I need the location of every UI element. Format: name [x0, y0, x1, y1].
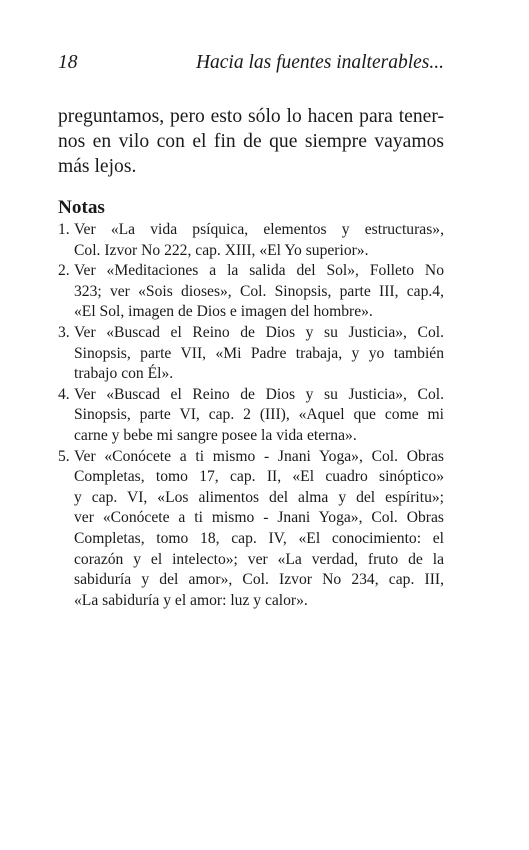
- note-item: [58, 385, 444, 447]
- note-line: Ver «Conócete a ti mismo - Jnani Yoga», Col. Obras: [74, 447, 444, 465]
- note-line: Col. Izvor No 222, cap. XIII, «El Yo superior».: [74, 241, 369, 259]
- note-item: [58, 261, 444, 323]
- note-number: 5.: [58, 447, 70, 465]
- note-item: [58, 323, 444, 385]
- book-title: Hacia las fuentes inalterables...: [195, 52, 444, 73]
- note-item: [58, 220, 444, 261]
- notes-list: [58, 220, 444, 611]
- note-line: Ver «Buscad el Reino de Dios y su Justicia», Col.: [74, 385, 444, 403]
- note-line: «El Sol, imagen de Dios e imagen del hombre».: [74, 303, 373, 321]
- note-line: y cap. VI, «Los alimentos del alma y del espíritu»;: [74, 488, 444, 506]
- notes-section: [58, 196, 444, 611]
- note-line: corazón y el intelecto»; ver «La verdad, fruto de la: [74, 550, 444, 568]
- body-line: más lejos.: [58, 156, 137, 177]
- page-number: 18: [58, 52, 78, 73]
- note-line: Ver «Meditaciones a la salida del Sol», Folleto No: [74, 262, 444, 280]
- note-number: 4.: [58, 385, 70, 403]
- note-line: Ver «Buscad el Reino de Dios y su Justicia», Col.: [74, 323, 444, 341]
- note-number: 1.: [58, 221, 70, 238]
- note-number: 3.: [58, 323, 70, 341]
- note-line: carne y bebe mi sangre posee la vida eterna».: [74, 426, 357, 444]
- body-line: nos en vilo con el fin de que siempre vayamos: [58, 131, 444, 152]
- note-line: Sinopsis, parte VII, «Mi Padre trabaja, y yo también: [74, 344, 444, 362]
- notes-heading: Notas: [58, 197, 105, 218]
- note-line: trabajo con Él».: [74, 365, 174, 383]
- note-line: «La sabiduría y el amor: luz y calor».: [74, 591, 308, 609]
- running-header: [58, 50, 444, 76]
- body-paragraph: [58, 104, 444, 179]
- body-line: preguntamos, pero esto sólo lo hacen para tener-: [58, 106, 444, 127]
- note-line: 323; ver «Sois dioses», Col. Sinopsis, parte III, cap.4,: [74, 282, 444, 300]
- note-line: Completas, tomo 17, cap. II, «El cuadro sinóptico»: [74, 468, 444, 486]
- note-number: 2.: [58, 262, 70, 280]
- note-line: Sinopsis, parte VI, cap. 2 (III), «Aquel que come mi: [74, 406, 444, 424]
- note-line: ver «Conócete a ti mismo - Jnani Yoga», Col. Obras: [74, 509, 444, 527]
- note-line: sabiduría y del amor», Col. Izvor No 234, cap. III,: [74, 571, 444, 589]
- note-line: Completas, tomo 18, cap. IV, «El conocimiento: el: [74, 529, 444, 547]
- note-line: Ver «La vida psíquica, elementos y estructuras»,: [74, 221, 444, 238]
- note-item: [58, 447, 444, 612]
